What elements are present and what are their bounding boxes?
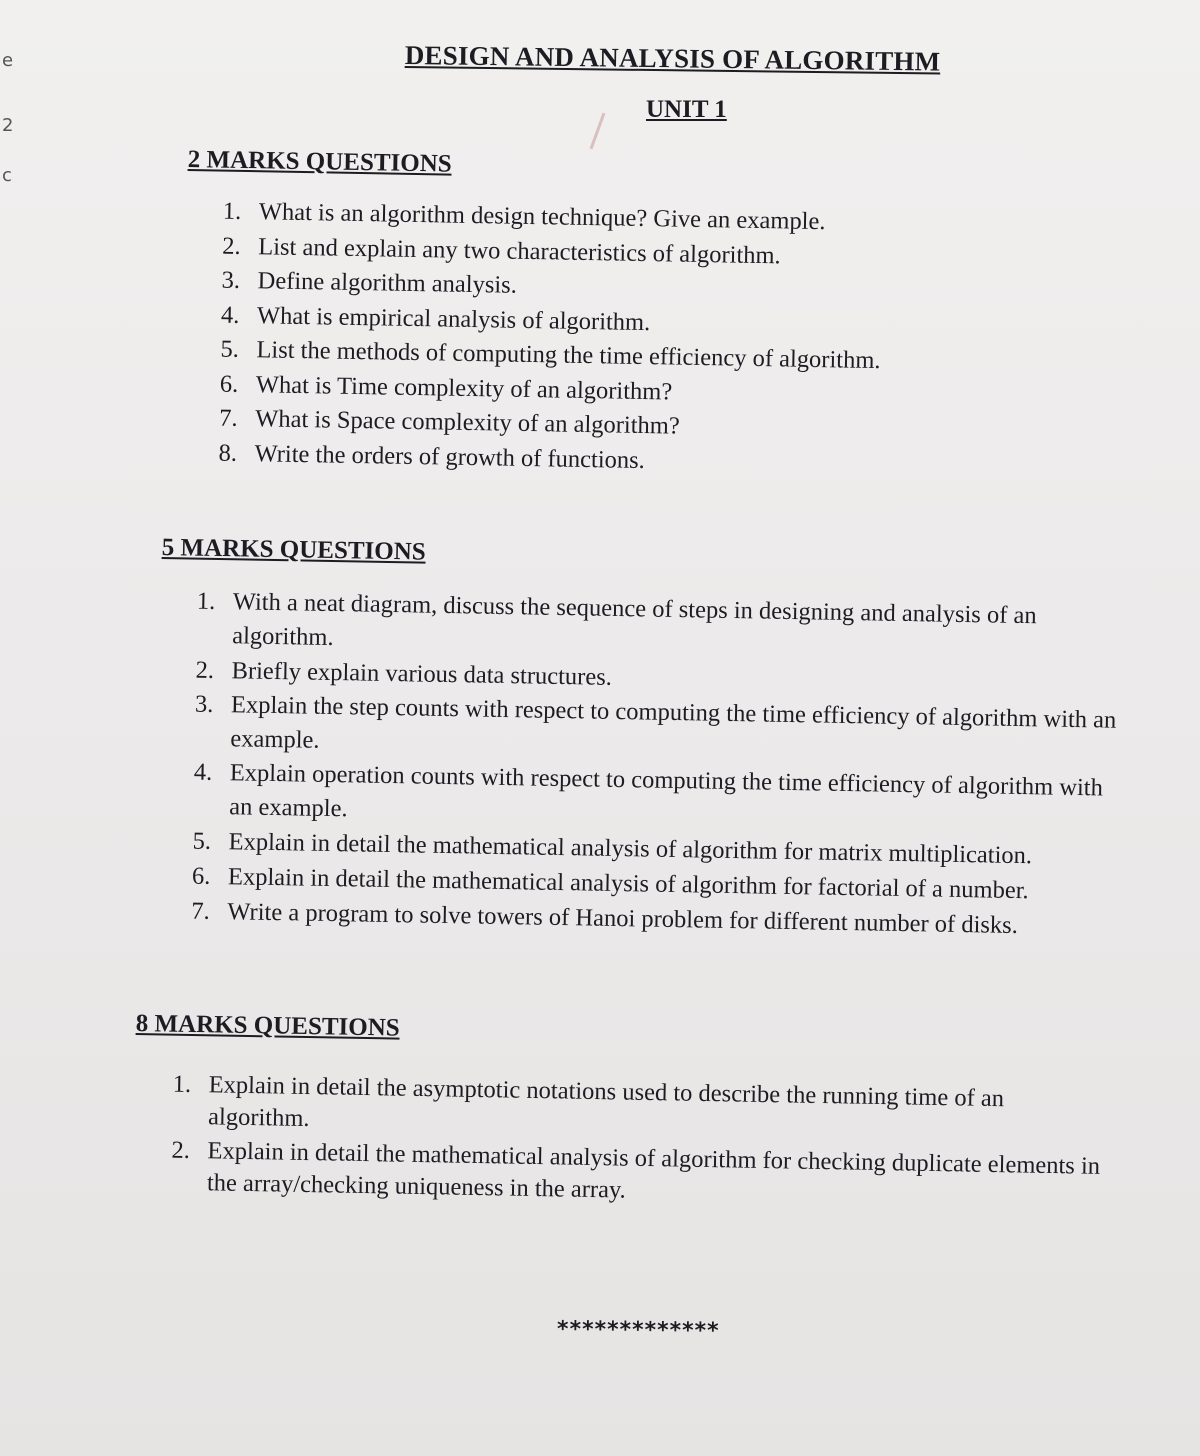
question-text: Explain operation counts with respect to computing the time efficiency of algorithm with an example. — [229, 759, 1104, 823]
question-number: 2. — [222, 232, 241, 260]
question-list — [171, 1069, 1103, 1215]
question-number: 8. — [218, 439, 238, 467]
document-title: DESIGN AND ANALYSIS OF ALGORITHM — [404, 40, 941, 77]
question-number: 6. — [219, 370, 239, 398]
section-heading: 5 MARKS QUESTIONS — [161, 534, 426, 566]
question-text: List and explain any two characteristics of algorithm. — [258, 232, 781, 269]
margin-mark: c — [2, 165, 12, 186]
question-text: Explain in detail the mathematical analysis of algorithm for matrix multiplication. — [228, 828, 1033, 870]
question-text: Briefly explain various data structures. — [231, 657, 613, 691]
question-text: Define algorithm analysis. — [257, 267, 518, 299]
question-text: What is an algorithm design technique? Give an example. — [258, 198, 826, 236]
question-number: 7. — [219, 404, 238, 432]
margin-mark: e — [2, 50, 14, 71]
end-marker: ************* — [556, 1317, 720, 1344]
section-5-marks — [155, 534, 1162, 945]
margin-mark: 2 — [2, 115, 14, 136]
question-text: With a neat diagram, discuss the sequence of steps in designing and analysis of an algorithm. — [231, 588, 1037, 652]
question-text: What is Space complexity of an algorithm? — [255, 405, 680, 440]
question-number: 4. — [193, 758, 213, 786]
question-number: 5. — [192, 827, 212, 855]
question-list — [218, 195, 883, 482]
question-number: 1. — [172, 1070, 192, 1098]
section-2-marks — [182, 146, 884, 482]
section-heading: 8 MARKS QUESTIONS — [135, 1010, 400, 1042]
question-list — [191, 585, 1127, 945]
question-number: 4. — [220, 301, 240, 329]
question-text: Explain in detail the mathematical analysis of algorithm for checking duplicate elements in the array/checking uniqueness in the array. — [206, 1137, 1101, 1204]
question-number: 3. — [194, 690, 214, 718]
question-number: 1. — [222, 197, 242, 225]
question-text: What is Time complexity of an algorithm? — [255, 370, 673, 405]
question-item — [171, 1135, 1102, 1215]
question-text: Explain in detail the asymptotic notations used to describe the running time of an algorithm. — [207, 1071, 1005, 1133]
question-number: 3. — [221, 266, 241, 294]
question-number: 2. — [171, 1136, 191, 1164]
question-text: What is empirical analysis of algorithm. — [256, 301, 651, 336]
question-number: 1. — [196, 587, 216, 615]
question-text: List the methods of computing the time efficiency of algorithm. — [256, 336, 881, 375]
question-number: 6. — [191, 862, 211, 890]
question-text: Explain in detail the mathematical analysis of algorithm for factorial of a number. — [227, 863, 1029, 905]
question-number: 5. — [220, 335, 240, 363]
question-number: 2. — [195, 656, 215, 684]
section-8-marks — [133, 1010, 1136, 1217]
unit-heading: UNIT 1 — [646, 96, 727, 123]
section-heading: 2 MARKS QUESTIONS — [187, 146, 452, 178]
question-text: Explain the step counts with respect to computing the time efficiency of algorithm with an example. — [230, 691, 1117, 754]
question-text: Write the orders of growth of functions. — [254, 439, 646, 474]
question-text: Write a program to solve towers of Hanoi problem for different number of disks. — [227, 898, 1019, 939]
question-number: 7. — [191, 897, 211, 925]
